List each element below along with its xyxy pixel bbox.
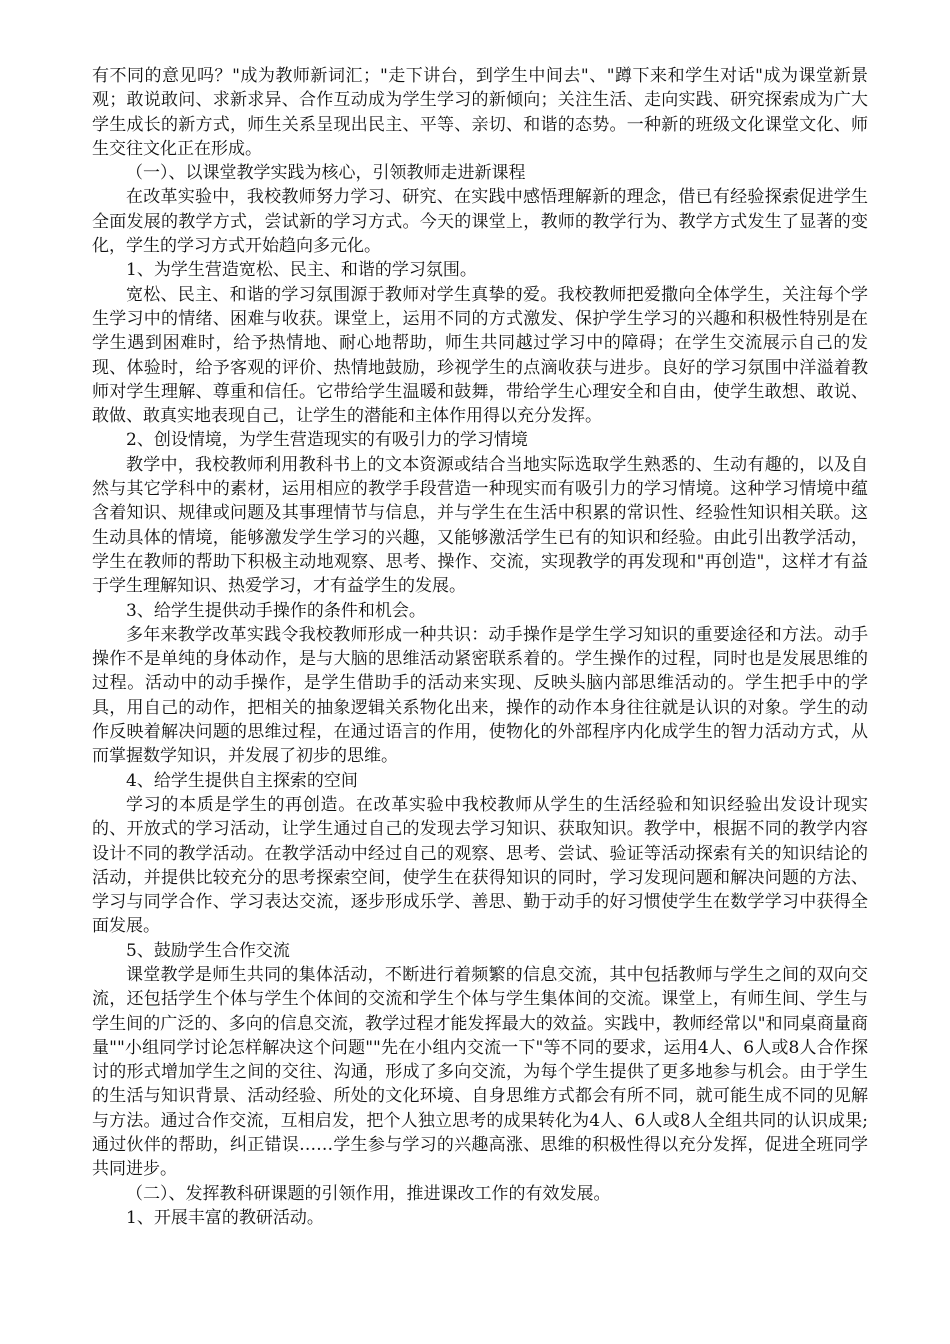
subheading-1: 1、为学生营造宽松、民主、和谐的学习氛围。 <box>126 260 477 281</box>
paragraph-exploration: 学习的本质是学生的再创造。在改革实验中我校教师从学生的生活经验和知识经验出发设计现实的、开放式的学习活动，让学生通过自己的发现去学习知识、获取知识。教学中，根据不同的教学内容设计不同的教学活动。在教学活动中经过自己的观察、思考、尝试、验证等活动探索有关的知识结论的活动，并提供比较充分的思考探索空间，使学生在获得知识的同时，学习发现问题和解决问题的方法、学习与同学合作、学习表达交流，逐步形成乐学、善思、勤于动手的好习惯使学生在数学学习中获得全面发展。 <box>92 794 868 937</box>
paragraph-hands-on: 多年来教学改革实践令我校教师形成一种共识：动手操作是学生学习知识的重要途径和方法。动手操作不是单纯的身体动作，是与大脑的思维活动紧密联系着的。学生操作的过程，同时也是发展思维的过程。活动中的动手操作，是学生借助手的活动来实现、反映头脑内部思维活动的。学生把手中的学具，用自己的动作，把相关的抽象逻辑关系物化出来，操作的动作本身往往就是认识的对象。学生的动作反映着解决问题的思维过程，在通过语言的作用，使物化的外部程序内化成学生的智力活动方式，从而掌握数学知识，并发展了初步的思维。 <box>92 624 868 767</box>
paragraph-atmosphere: 宽松、民主、和谐的学习氛围源于教师对学生真挚的爱。我校教师把爱撒向全体学生，关注每个学生学习中的情绪、困难与收获。课堂上，运用不同的方式激发、保护学生学习的兴趣和积极性特别是在学生遇到困难时，给予热情地、耐心地帮助，师生共同越过学习中的障碍；在学生交流展示自己的发现、体验时，给予客观的评价、热情地鼓励，珍视学生的点滴收获与进步。良好的学习氛围中洋溢着教师对学生理解、尊重和信任。它带给学生温暖和鼓舞，带给学生心理安全和自由，使学生敢想、敢说、敢做、敢真实地表现自己，让学生的潜能和主体作用得以充分发挥。 <box>92 284 868 427</box>
paragraph-intro: 在改革实验中，我校教师努力学习、研究、在实践中感悟理解新的理念，借已有经验探索促进学生全面发展的教学方式，尝试新的学习方式。今天的课堂上，教师的教学行为、教学方式发生了显著的变化，学生的学习方式开始趋向多元化。 <box>92 187 868 257</box>
subheading-3: 3、给学生提供动手操作的条件和机会。 <box>126 600 426 621</box>
paragraph-continuation: 有不同的意见吗？"成为教师新词汇；"走下讲台，到学生中间去"、"蹲下来和学生对话"成为课堂新景观；敢说敢问、求新求异、合作互动成为学生学习的新倾向；关注生活、走向实践、研究探索成为广大学生成长的新方式，师生关系呈现出民主、平等、亲切、和谐的态势。一种新的班级文化课堂文化、师生交往文化正在形成。 <box>92 66 868 159</box>
subheading-research-1: 1、开展丰富的教研活动。 <box>126 1207 324 1228</box>
subheading-2: 2、创设情境，为学生营造现实的有吸引力的学习情境 <box>126 430 528 451</box>
subheading-5: 5、鼓励学生合作交流 <box>126 940 290 961</box>
paragraph-cooperation: 课堂教学是师生共同的集体活动，不断进行着频繁的信息交流，其中包括教师与学生之间的双向交流，还包括学生个体与学生个体间的交流和学生个体与学生集体间的交流。课堂上，有师生间、学生与学生间的广泛的、多向的信息交流，教学过程才能发挥最大的效益。实践中，教师经常以"和同桌商量商量""小组同学讨论怎样解决这个问题""先在小组内交流一下"等不同的要求，运用4人、6人或8人合作探讨的形式增加学生之间的交往、沟通，形成了多向交流，为每个学生提供了更多地参与机会。由于学生的生活与知识背景、活动经验、所处的文化环境、自身思维方式都会有所不同，就可能生成不同的见解与方法。通过合作交流，互相启发，把个人独立思考的成果转化为4人、6人或8人全组共同的认识成果;通过伙伴的帮助，纠正错误……学生参与学习的兴趣高涨、思维的积极性得以充分发挥，促进全班同学共同进步。 <box>92 964 868 1180</box>
section-heading-1: （一）、以课堂教学实践为核心，引领教师走进新课程 <box>126 163 526 184</box>
section-heading-2: （二）、发挥教科研课题的引领作用，推进课改工作的有效发展。 <box>126 1183 611 1204</box>
subheading-4: 4、给学生提供自主探索的空间 <box>126 770 358 791</box>
paragraph-situation: 教学中，我校教师利用教科书上的文本资源或结合当地实际选取学生熟悉的、生动有趣的，以及自然与其它学科中的素材，运用相应的教学手段营造一种现实而有吸引力的学习情境。这种学习情境中蕴含着知识、规律或问题及其事理情节与信息，并与学生在生活中积累的常识性、经验性知识相关联。这生动具体的情境，能够激发学生学习的兴趣，又能够激活学生已有的知识和经验。由此引出教学活动，学生在教师的帮助下积极主动地观察、思考、操作、交流，实现教学的再发现和"再创造"，这样才有益于学生理解知识、热爱学习，才有益学生的发展。 <box>92 454 868 597</box>
